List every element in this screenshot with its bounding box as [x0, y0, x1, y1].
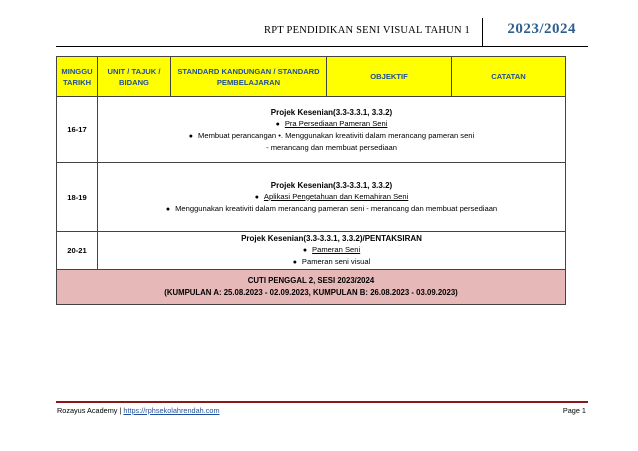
week-cell: 20-21 [57, 232, 98, 270]
content-cell [98, 97, 566, 163]
bullet-item: ● Menggunakan kreativiti dalam merancang pameran seni - merancang dan membuat persediaan [165, 203, 498, 213]
footer-rule [56, 401, 588, 403]
session-year: 2023/2024 [507, 21, 576, 37]
week-cell: 18-19 [57, 163, 98, 232]
holiday-dates: (KUMPULAN A: 25.08.2023 - 02.09.2023, KUMPULAN B: 26.08.2023 - 03.09.2023) [164, 288, 458, 297]
header-rule [56, 46, 588, 47]
footer-separator: | [117, 406, 124, 415]
project-title: Projek Kesenian(3.3-3.3.1, 3.3.2) [270, 180, 393, 190]
col-header-standard: STANDARD KANDUNGAN / STANDARD PEMBELAJARAN [171, 57, 327, 97]
table-header-row [57, 57, 566, 97]
bullet-icon: ● [188, 132, 194, 140]
col-header-objektif: OBJEKTIF [327, 57, 452, 97]
bullet-icon: ● [254, 193, 259, 201]
page-number: Page 1 [562, 406, 586, 415]
footer-credit [57, 406, 220, 415]
project-title: Projek Kesenian(3.3-3.3.1, 3.3.2)/PENTAKSIRAN [241, 234, 422, 243]
col-header-minggu: MINGGU TARIKH [57, 57, 98, 97]
footer-academy: Rozayus Academy [57, 406, 118, 415]
col-header-unit: UNIT / TAJUK / BIDANG [98, 57, 171, 97]
document-title: RPT PENDIDIKAN SENI VISUAL TAHUN 1 [264, 25, 470, 36]
table-row [57, 232, 566, 270]
bullet-item: ● Pameran Seni [302, 245, 361, 254]
holiday-row [57, 270, 566, 305]
header-divider [482, 18, 483, 46]
footer-website-link[interactable]: https://rphsekolahrendah.com [123, 406, 220, 415]
content-cell [98, 163, 566, 232]
bullet-item: ● Aplikasi Pengetahuan dan Kemahiran Seni [254, 191, 409, 201]
holiday-title: CUTI PENGGAL 2, SESI 2023/2024 [247, 276, 375, 285]
content-cell [98, 232, 566, 270]
table-row [57, 97, 566, 163]
week-cell: 16-17 [57, 97, 98, 163]
bullet-icon: ● [292, 259, 297, 266]
holiday-cell [57, 270, 566, 305]
bullet-icon: ● [302, 247, 308, 254]
bullet-icon: ● [275, 120, 280, 128]
table-row [57, 163, 566, 232]
bullet-item: ● Pameran seni visual [292, 257, 371, 266]
bullet-continuation: - merancang dan membuat persediaan [266, 142, 397, 152]
col-header-catatan: CATATAN [452, 57, 566, 97]
page-header [56, 18, 588, 46]
project-title: Projek Kesenian(3.3-3.3.1, 3.3.2) [270, 107, 393, 117]
rpt-table [56, 56, 566, 305]
bullet-icon: ● [165, 205, 171, 213]
bullet-item: ● Membuat perancangan •. Menggunakan kreativiti dalam merancang pameran seni [188, 130, 475, 140]
bullet-item: ● Pra Persediaan Pameran Seni [275, 118, 388, 128]
